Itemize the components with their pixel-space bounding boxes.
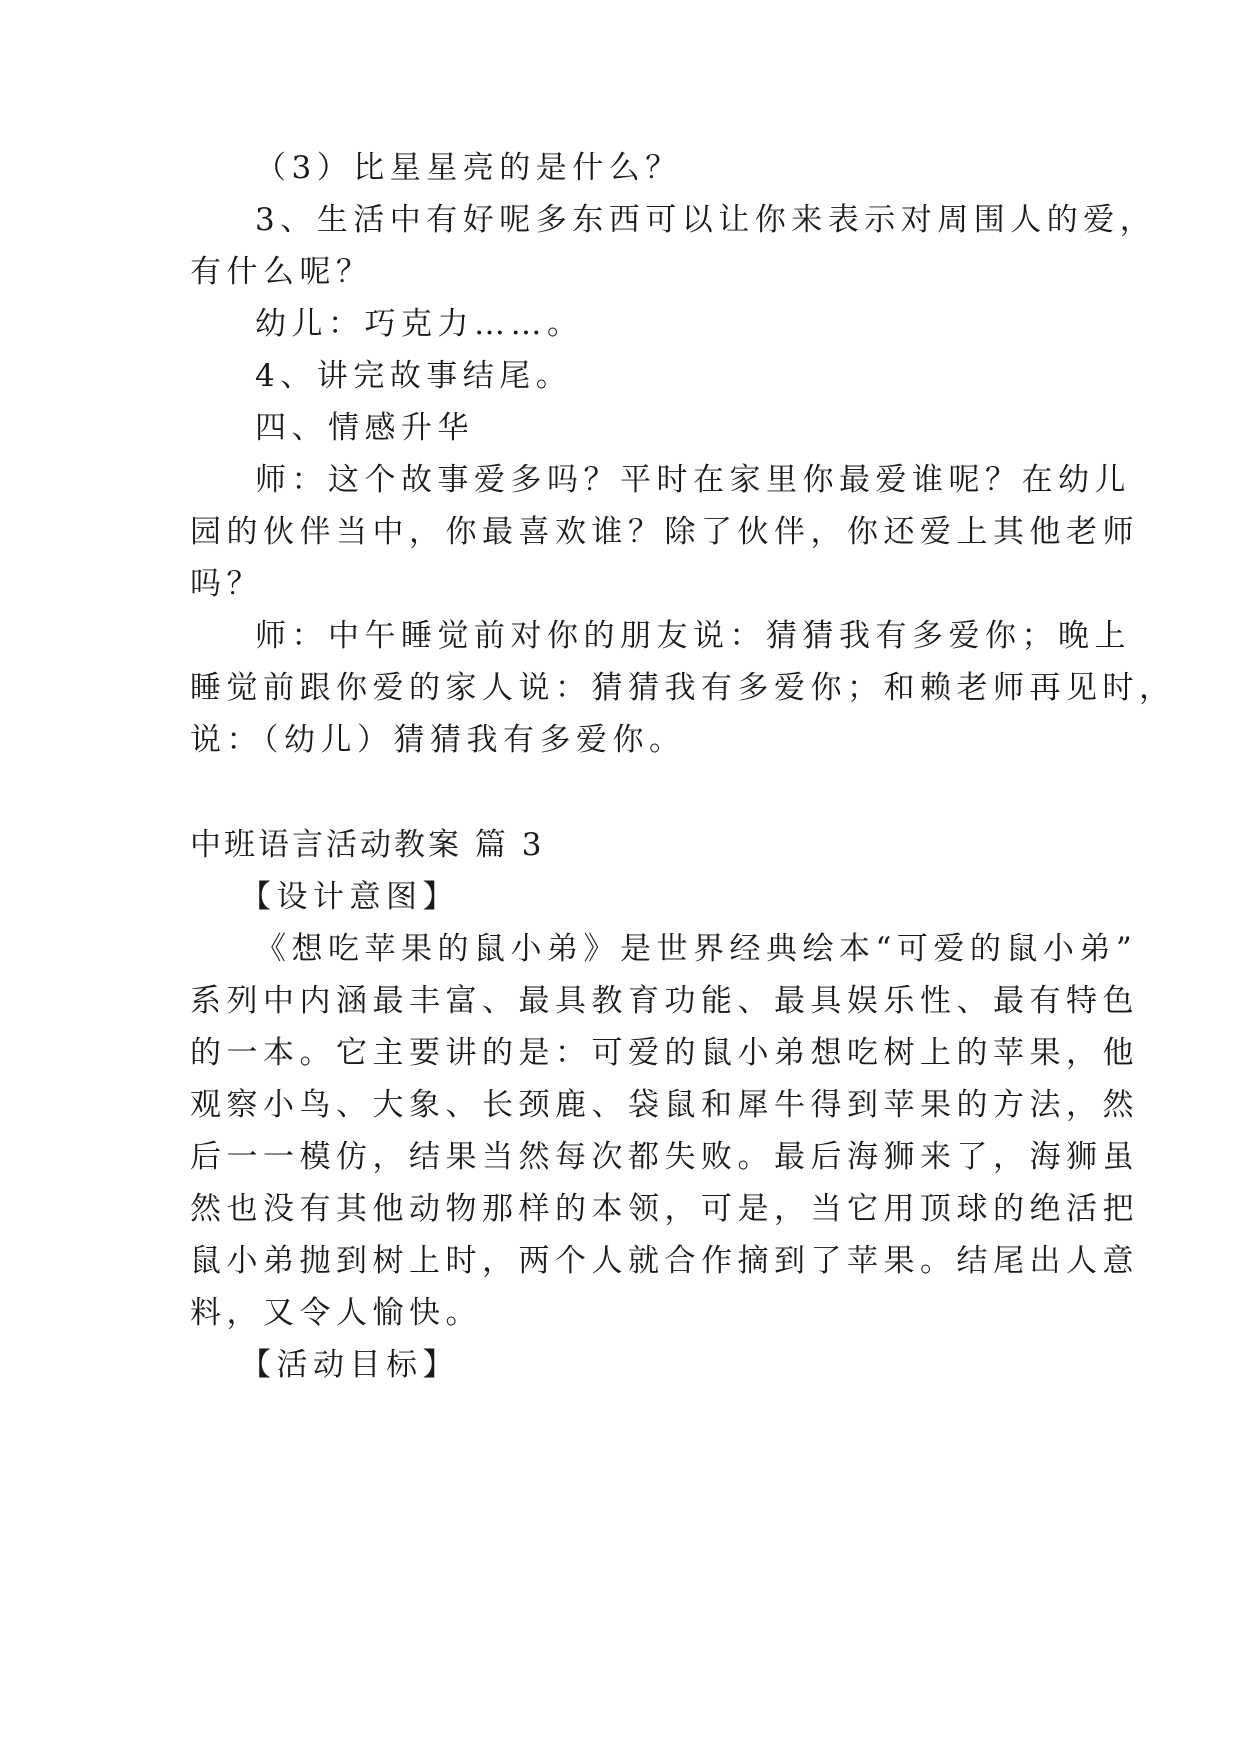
item-3-line-2: 有什么呢？	[190, 254, 373, 290]
design-heading: 【设计意图】	[240, 879, 459, 915]
design-body-line-8: 料，又令人愉快。	[190, 1295, 482, 1331]
item-3-line-1: 3、生活中有好呢多东西可以让你来表示对周围人的爱，	[255, 202, 1157, 238]
teacher-2-line-1: 师：中午睡觉前对你的朋友说：猜猜我有多爱你；晚上	[255, 618, 1131, 654]
teacher-1-line-3: 吗？	[190, 566, 263, 602]
design-body-line-7: 鼠小弟抛到树上时，两个人就合作摘到了苹果。结尾出人意	[190, 1243, 1139, 1279]
child-answer: 幼儿：巧克力……。	[255, 306, 584, 342]
section-heading-4: 四、情感升华	[255, 410, 474, 446]
question-3: （3）比星星亮的是什么？	[255, 150, 682, 186]
design-body-line-5: 后一一模仿，结果当然每次都失败。最后海狮来了，海狮虽	[190, 1139, 1139, 1175]
design-body-line-2: 系列中内涵最丰富、最具教育功能、最具娱乐性、最有特色	[190, 983, 1139, 1019]
teacher-1-line-2: 园的伙伴当中，你最喜欢谁？除了伙伴，你还爱上其他老师	[190, 514, 1139, 550]
item-4: 4、讲完故事结尾。	[255, 358, 573, 394]
teacher-2-line-3: 说：（幼儿）猜猜我有多爱你。	[190, 722, 686, 758]
teacher-1-line-1: 师：这个故事爱多吗？平时在家里你最爱谁呢？在幼儿	[255, 462, 1131, 498]
goal-heading: 【活动目标】	[240, 1347, 459, 1383]
design-body-line-6: 然也没有其他动物那样的本领，可是，当它用顶球的绝活把	[190, 1191, 1139, 1227]
design-body-line-4: 观察小鸟、大象、长颈鹿、袋鼠和犀牛得到苹果的方法，然	[190, 1087, 1139, 1123]
teacher-2-line-2: 睡觉前跟你爱的家人说：猜猜我有多爱你；和赖老师再见时，	[190, 670, 1176, 706]
design-body-line-1: 《想吃苹果的鼠小弟》是世界经典绘本“可爱的鼠小弟”	[255, 931, 1138, 967]
lesson-title: 中班语言活动教案 篇 3	[190, 827, 545, 863]
design-body-line-3: 的一本。它主要讲的是：可爱的鼠小弟想吃树上的苹果，他	[190, 1035, 1139, 1071]
